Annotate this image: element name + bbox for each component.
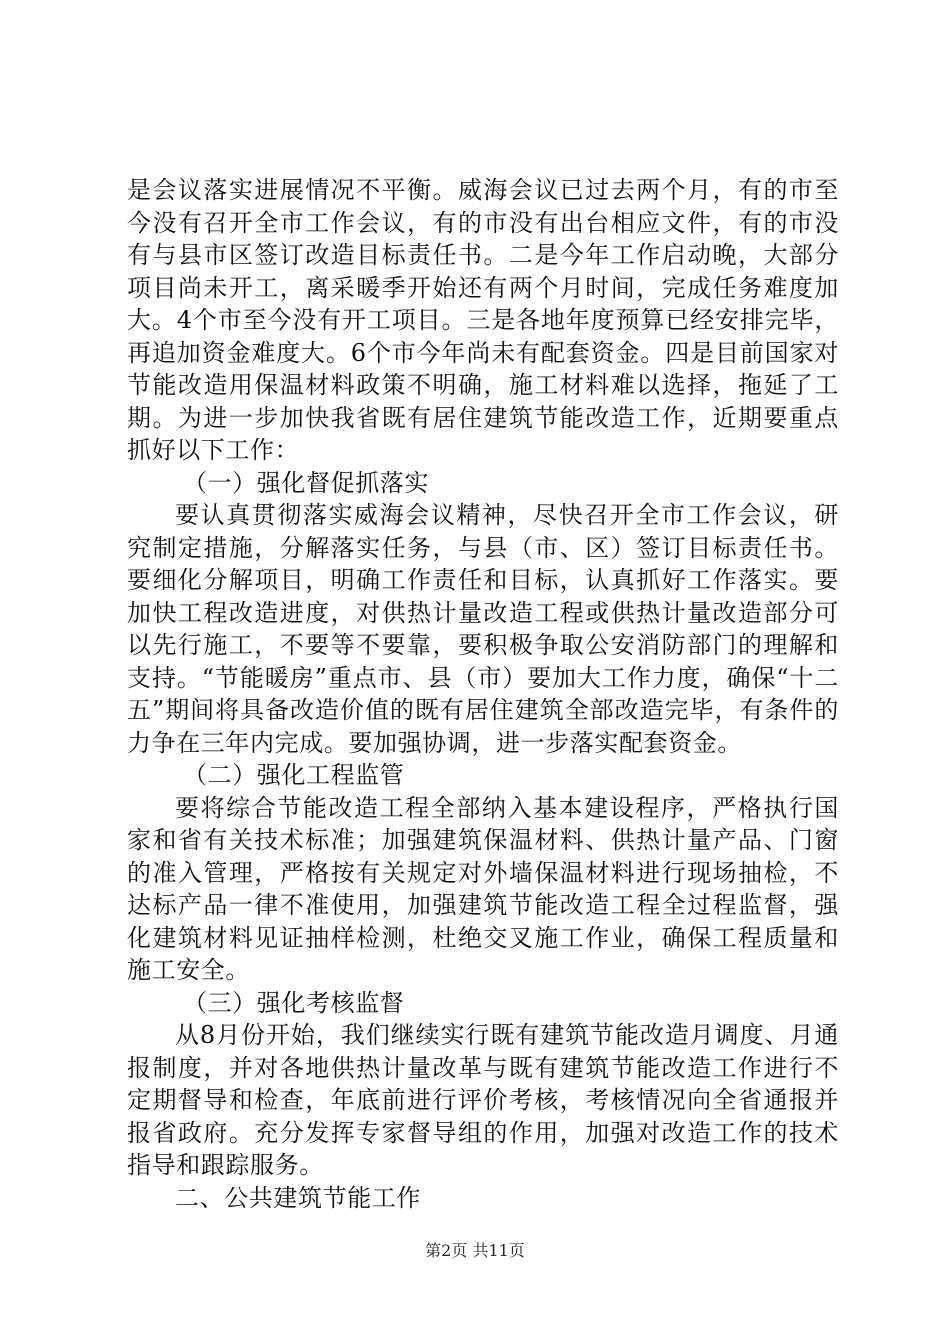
section-heading-3: （三）强化考核监督: [183, 988, 405, 1017]
paragraph-section-2: 要将综合节能改造工程全部纳入基本建设程序，严格执行国家和省有关技术标准；加强建筑保温材料、供热计量产品、门窗的准入管理，严格按有关规定对外墙保温材料进行现场抽检，不达标产品一律不准使用，加强建筑节能改造工程全过程监督，强化建筑材料见证抽样检测，杜绝交叉施工作业，确保工程质量和施工安全。: [127, 793, 839, 984]
paragraph-section-3: 从8月份开始，我们继续实行既有建筑节能改造月调度、月通报制度，并对各地供热计量改革与既有建筑节能改造工作进行不定期督导和检查，年底前进行评价考核，考核情况向全省通报并报省政府。充分发挥专家督导组的作用，加强对改造工作的技术指导和跟踪服务。: [127, 1021, 839, 1179]
paragraph-section-1: 要认真贯彻落实威海会议精神，尽快召开全市工作会议，研究制定措施，分解落实任务，与县（市、区）签订目标责任书。要细化分解项目，明确工作责任和目标，认真抓好工作落实。要加快工程改造进度，对供热计量改造工程或供热计量改造部分可以先行施工，不要等不要靠，要积极争取公安消防部门的理解和支持。“节能暖房”重点市、县（市）要加大工作力度，确保“十二五”期间将具备改造价值的既有居住建筑全部改造完毕，有条件的力争在三年内完成。要加强协调，进一步落实配套资金。: [127, 501, 839, 757]
section-heading-2: （二）强化工程监管: [183, 761, 405, 789]
page-footer: [0, 1238, 950, 1261]
chapter-heading-2: 二、公共建筑节能工作: [175, 1183, 421, 1212]
paragraph-intro: 是会议落实进展情况不平衡。威海会议已过去两个月，有的市至今没有召开全市工作会议，有的市没有出台相应文件，有的市没有与县市区签订改造目标责任书。二是今年工作启动晚，大部分项目尚未开工，离采暖季开始还有两个月时间，完成任务难度加大。4个市至今没有开工项目。三是各地年度预算已经安排完毕，再追加资金难度大。6个市今年尚未有配套资金。四是目前国家对节能改造用保温材料政策不明确，施工材料难以选择，拖延了工期。为进一步加快我省既有居住建筑节能改造工作，近期要重点抓好以下工作：: [127, 176, 839, 464]
section-heading-1: （一）强化督促抓落实: [183, 468, 429, 497]
page-number-label: 第2页 共11页: [425, 1241, 525, 1260]
document-body: [127, 174, 839, 1214]
